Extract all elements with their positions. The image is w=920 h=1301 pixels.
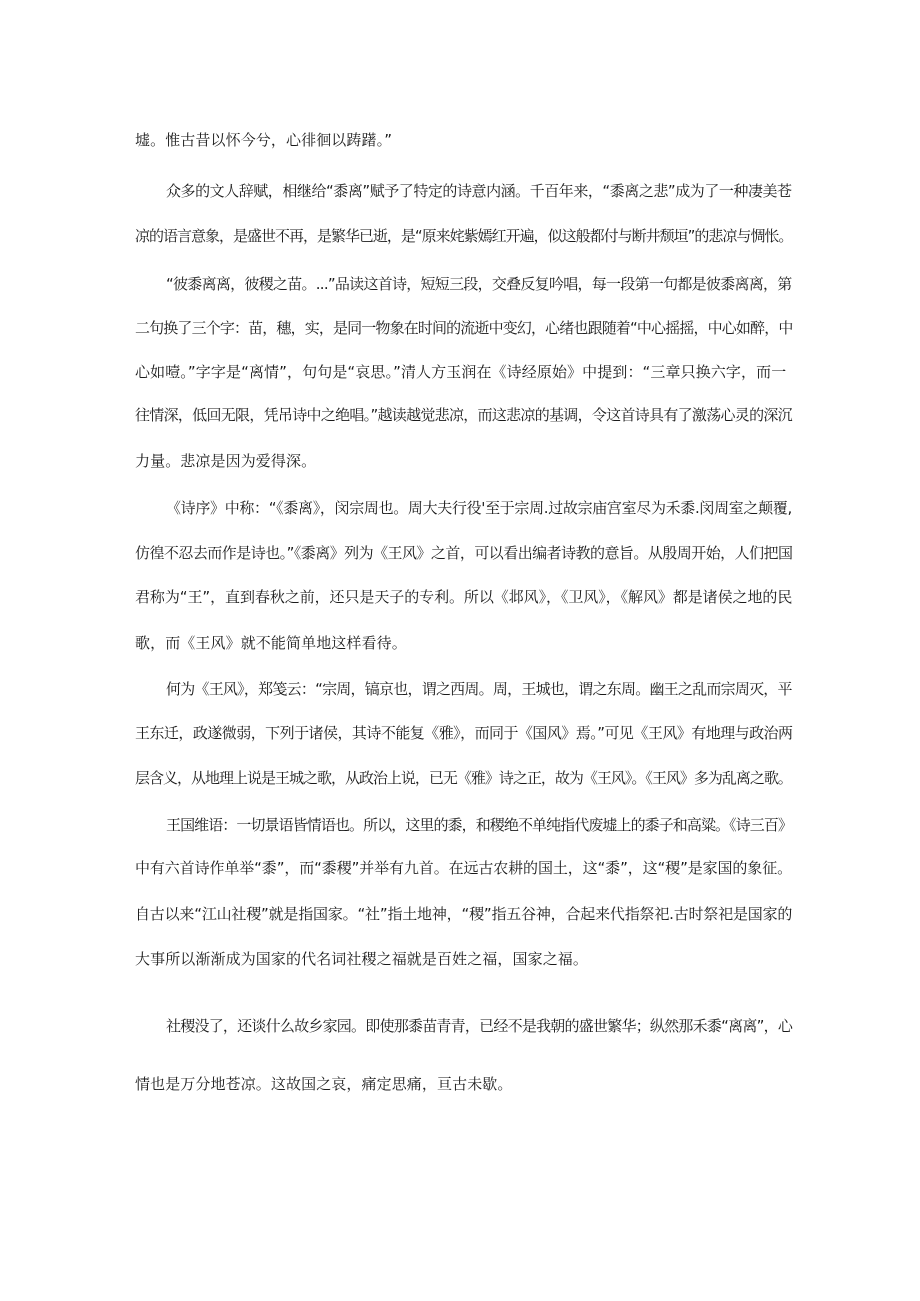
paragraph-2-line-2: 心如噎。”字字是“离情”，句句是“哀思。”清人方玉润在《诗经原始》中提到：“三章只换六字，而一: [135, 363, 787, 381]
paragraph-5-line-2: 自古以来“江山社稷”就是指国家。“社”指土地神，“稷”指五谷神，合起来代指祭祀.古时祭祀是国家的: [135, 905, 793, 923]
paragraph-2-line-1: 二句换了三个字：苗，穗，实，是同一物象在时间的流逝中变幻，心绪也跟随着“中心摇摇，中心如醉，中: [135, 319, 793, 337]
paragraph-0-line-0: 墟。惟古昔以怀今兮，心徘徊以踌躇。”: [135, 131, 393, 149]
paragraph-3-line-1: 仿徨不忍去而作是诗也。”《黍离》列为《王风》之首，可以看出编者诗教的意旨。从殷周开始，人们把国: [135, 544, 793, 562]
paragraph-2-line-0: “彼黍离离，彼稷之苗。...”品读这首诗，短短三段，交叠反复吟唱，每一段第一句都是彼黍离离，第: [166, 275, 792, 293]
paragraph-5-line-0: 王国维语：一切景语皆情语也。所以，这里的黍，和稷绝不单纯指代废墟上的黍子和高粱。《诗三百》: [166, 816, 793, 834]
paragraph-4-line-1: 王东迁，政遂微弱，下列于诸侯，其诗不能复《雅》，而同于《国风》焉。”可见《王风》有地理与政治两: [135, 724, 793, 742]
paragraph-4-line-2: 层含义，从地理上说是王城之歌，从政治上说，已无《雅》诗之正，故为《王风》。《王风》多为乱离之歌。: [135, 769, 792, 787]
paragraph-2-line-4: 力量。悲凉是因为爱得深。: [135, 452, 317, 470]
paragraph-6-line-0: 社稷没了，还谈什么故乡家园。即使那黍苗青青，已经不是我朝的盛世繁华；纵然那禾黍“离离”，心: [166, 1017, 793, 1035]
paragraph-3-line-3: 歌，而《王风》就不能简单地这样看待。: [135, 634, 407, 652]
paragraph-3-line-2: 君称为“王”，直到春秋之前，还只是天子的专利。所以《邶风》，《卫风》，《解风》都是诸侯之地的民: [135, 588, 793, 606]
paragraph-5-line-1: 中有六首诗作单举“黍”，而“黍稷”并举有九首。在远古农耕的国土，这“黍”，这“稷”是家国的象征。: [135, 859, 792, 877]
paragraph-1-line-1: 凉的语言意象，是盛世不再，是繁华已逝，是“原来姹紫嫣红开遍，似这般都付与断井颓垣”的悲凉与惆怅。: [135, 227, 793, 245]
paragraph-4-line-0: 何为《王风》，郑笺云：“宗周，镐京也，谓之西周。周，王城也，谓之东周。幽王之乱而宗周灭，平: [166, 680, 792, 698]
paragraph-3-line-0: 《诗序》中称：“《黍离》，闵宗周也。周大夫行役'至于宗周.过故宗庙宫室尽为禾黍.闵周室之颠覆,: [166, 499, 792, 517]
paragraph-6-line-1: 情也是万分地苍凉。这故国之哀，痛定思痛，亘古未歇。: [135, 1075, 513, 1093]
paragraph-1-line-0: 众多的文人辞赋，相继给“黍离”赋予了特定的诗意内涵。千百年来，“黍离之悲”成为了一种凄美苍: [166, 182, 792, 200]
paragraph-2-line-3: 往情深，低回无限，凭吊诗中之绝唱。”越读越觉悲凉，而这悲凉的基调，令这首诗具有了激荡心灵的深沉: [135, 406, 792, 424]
paragraph-5-line-3: 大事所以渐渐成为国家的代名词社稷之福就是百姓之福，国家之福。: [135, 950, 589, 968]
